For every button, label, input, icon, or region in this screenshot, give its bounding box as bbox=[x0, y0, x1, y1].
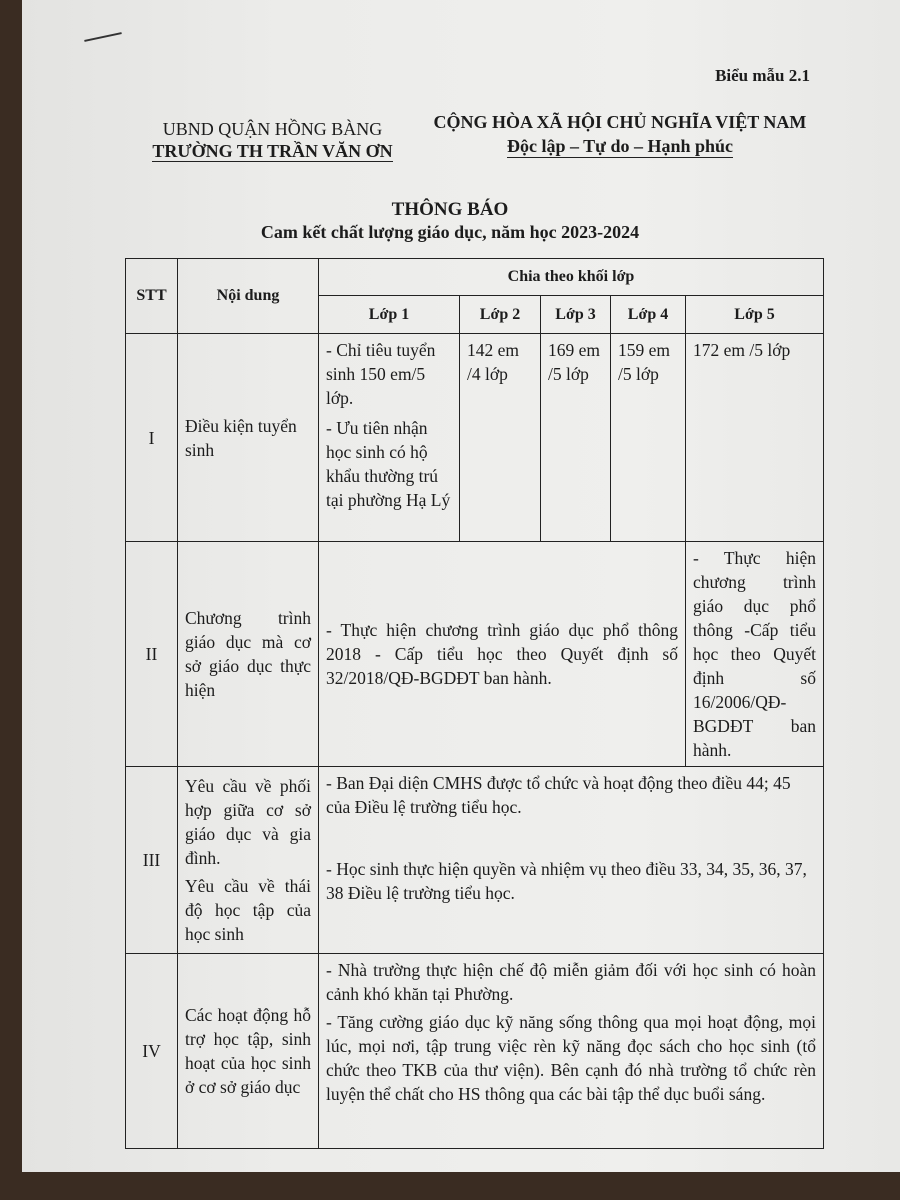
grade-5-cell: 172 em /5 lớp bbox=[686, 334, 824, 542]
doc-title: THÔNG BÁO bbox=[391, 199, 509, 220]
grade-5-cell: - Thực hiện chương trình giáo dục phổ thông -Cấp tiểu học theo Quyết định số 16/2006/QĐ-BGDĐT ban hành. bbox=[686, 542, 824, 767]
grades-1-4-cell: - Thực hiện chương trình giáo dục phổ thông 2018 - Cấp tiểu học theo Quyết định số 32/2018/QĐ-BGDĐT ban hành. bbox=[319, 542, 686, 767]
row-stt: II bbox=[126, 542, 178, 767]
row-text: - Học sinh thực hiện quyền và nhiệm vụ theo điều 33, 34, 35, 36, 37, 38 Điều lệ trường tiểu học. bbox=[326, 859, 807, 903]
table-row bbox=[126, 542, 824, 767]
header-grade-1: Lớp 1 bbox=[319, 296, 460, 334]
row-content: Yêu cầu về phối hợp giữa cơ sở giáo dục và gia đình. bbox=[185, 776, 311, 868]
row-content: Các hoạt động hỗ trợ học tập, sinh hoạt của học sinh ở cơ sở giáo dục bbox=[178, 954, 319, 1149]
header-group: Chia theo khối lớp bbox=[319, 259, 824, 296]
table-row bbox=[126, 334, 824, 542]
header-grade-3: Lớp 3 bbox=[541, 296, 611, 334]
issuer-school: TRƯỜNG TH TRẦN VĂN ƠN bbox=[152, 141, 393, 161]
table-row bbox=[126, 767, 824, 954]
grade-1-cell bbox=[319, 334, 460, 542]
doc-subtitle: Cam kết chất lượng giáo dục, năm học 2023-2024 bbox=[260, 222, 640, 242]
row-content: Điều kiện tuyển sinh bbox=[178, 334, 319, 542]
row-text: - Nhà trường thực hiện chế độ miễn giảm đối với học sinh có hoàn cảnh khó khăn tại Phường. bbox=[326, 960, 816, 1004]
issuer-header bbox=[145, 118, 400, 162]
grade-4-cell: 159 em /5 lớp bbox=[611, 334, 686, 542]
form-code: Biểu mẫu 2.1 bbox=[715, 66, 810, 85]
header-grade-4: Lớp 4 bbox=[611, 296, 686, 334]
header-content: Nội dung bbox=[178, 259, 319, 334]
commitment-table bbox=[125, 258, 824, 1149]
table-row bbox=[126, 954, 824, 1149]
row-text: - Ban Đại diện CMHS được tổ chức và hoạt động theo điều 44; 45 của Điều lệ trường tiểu học. bbox=[326, 773, 791, 817]
row-stt: III bbox=[126, 767, 178, 954]
row-content: Yêu cầu về thái độ học tập của học sinh bbox=[185, 876, 311, 944]
row-stt: I bbox=[126, 334, 178, 542]
header-grade-5: Lớp 5 bbox=[686, 296, 824, 334]
pen-mark bbox=[84, 32, 122, 42]
national-name: CỘNG HÒA XÃ HỘI CHỦ NGHĨA VIỆT NAM bbox=[433, 112, 807, 132]
header-grade-2: Lớp 2 bbox=[460, 296, 541, 334]
grade-3-cell: 169 em /5 lớp bbox=[541, 334, 611, 542]
row-stt: IV bbox=[126, 954, 178, 1149]
row-content: Chương trình giáo dục mà cơ sở giáo dục thực hiện bbox=[178, 542, 319, 767]
row-text: - Tăng cường giáo dục kỹ năng sống thông qua mọi hoạt động, mọi lúc, mọi nơi, tập trung việc rèn kỹ năng đọc sách cho học sinh (tổ chức theo TKB của thư viện). Bên cạnh đó nhà trường tổ chức rèn luyện thể chất cho HS thông qua các bài tập thể dục buổi sáng. bbox=[326, 1012, 816, 1104]
issuer-district: UBND QUẬN HỒNG BÀNG bbox=[162, 119, 383, 139]
grade-2-cell: 142 em /4 lớp bbox=[460, 334, 541, 542]
national-motto: Độc lập – Tự do – Hạnh phúc bbox=[506, 136, 734, 156]
national-header bbox=[420, 110, 820, 158]
header-stt: STT bbox=[126, 259, 178, 334]
grade-1-line: - Chỉ tiêu tuyển sinh 150 em/5 lớp. bbox=[326, 340, 436, 408]
grade-1-line: - Ưu tiên nhận học sinh có hộ khẩu thường trú tại phường Hạ Lý bbox=[326, 418, 451, 510]
